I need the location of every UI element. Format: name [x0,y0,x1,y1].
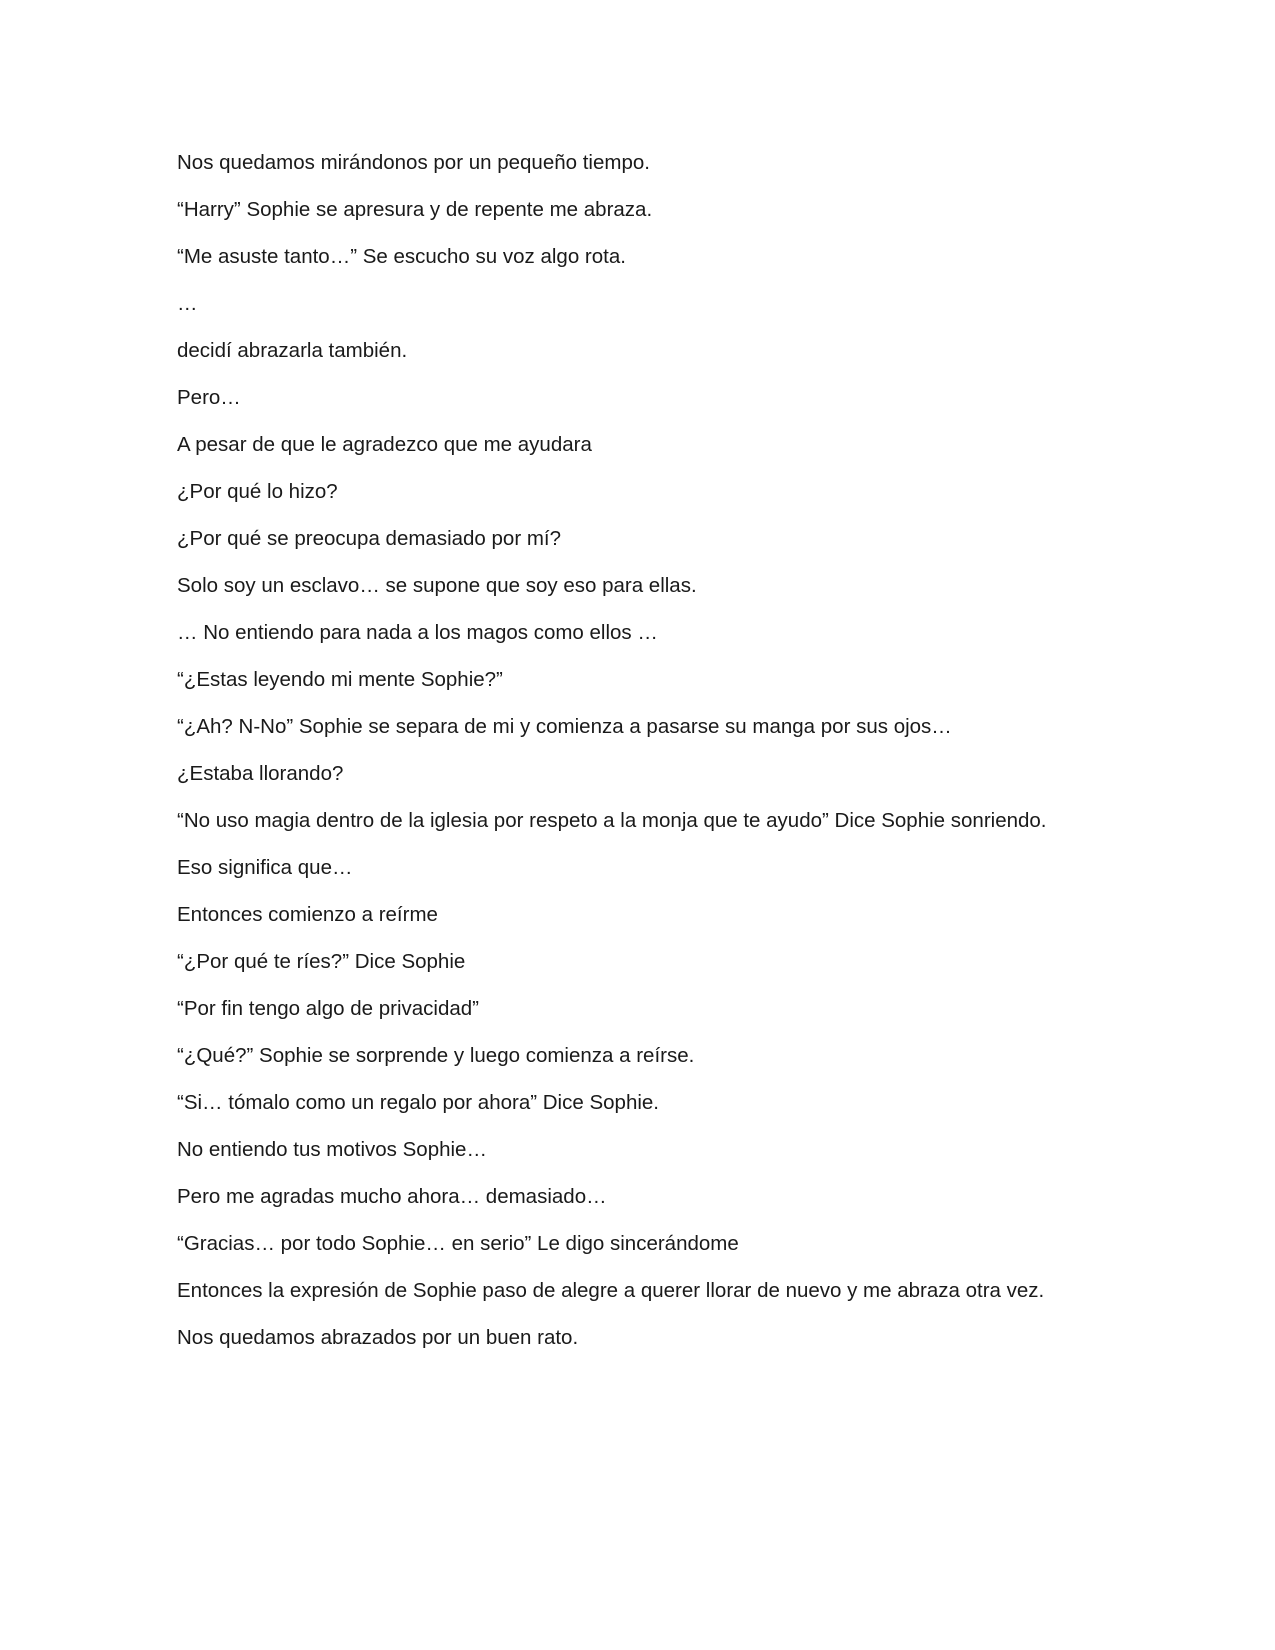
paragraph: Eso significa que… [177,856,353,879]
paragraph: “¿Estas leyendo mi mente Sophie?” [177,668,503,691]
paragraph: Pero me agradas mucho ahora… demasiado… [177,1185,607,1208]
paragraph: ¿Por qué lo hizo? [177,480,338,503]
paragraph: Entonces la expresión de Sophie paso de alegre a querer llorar de nuevo y me abraza otra vez. [177,1279,1045,1302]
paragraph: “¿Ah? N-No” Sophie se separa de mi y comienza a pasarse su manga por sus ojos… [177,715,952,738]
paragraph: decidí abrazarla también. [177,339,408,362]
paragraph: “¿Por qué te ríes?” Dice Sophie [177,950,466,973]
paragraph: Solo soy un esclavo… se supone que soy eso para ellas. [177,574,697,597]
paragraph: A pesar de que le agradezco que me ayudara [177,433,592,456]
paragraph: “Si… tómalo como un regalo por ahora” Dice Sophie. [177,1091,659,1114]
paragraph: ¿Por qué se preocupa demasiado por mí? [177,527,562,550]
paragraph: “Harry” Sophie se apresura y de repente me abraza. [177,198,653,221]
paragraph: “Me asuste tanto…” Se escucho su voz algo rota. [177,245,626,268]
paragraph: “Por fin tengo algo de privacidad” [177,997,479,1020]
paragraph: ¿Estaba llorando? [177,762,344,785]
paragraph: “¿Qué?” Sophie se sorprende y luego comienza a reírse. [177,1044,695,1067]
paragraph: No entiendo tus motivos Sophie… [177,1138,487,1161]
paragraph: Entonces comienzo a reírme [177,903,438,926]
paragraph: Nos quedamos abrazados por un buen rato. [177,1326,579,1349]
document-body [177,148,1177,1370]
paragraph: “No uso magia dentro de la iglesia por respeto a la monja que te ayudo” Dice Sophie sonriendo. [177,809,1047,832]
paragraph: Nos quedamos mirándonos por un pequeño tiempo. [177,151,650,174]
paragraph: “Gracias… por todo Sophie… en serio” Le digo sincerándome [177,1232,739,1255]
paragraph: … [177,292,198,315]
paragraph: Pero… [177,386,241,409]
paragraph: … No entiendo para nada a los magos como ellos … [177,621,658,644]
